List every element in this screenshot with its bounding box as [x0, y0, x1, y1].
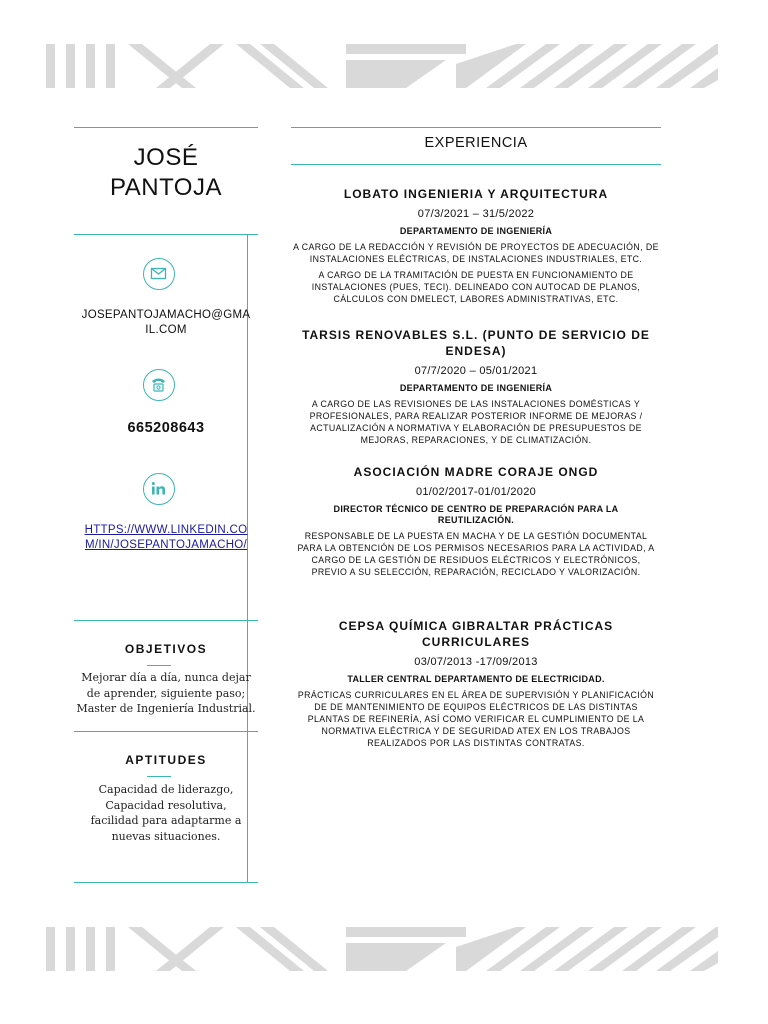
linkedin-line-2: M/IN/JOSEPANTOJAMACHO/: [84, 539, 248, 551]
linkedin-link[interactable]: [74, 523, 258, 553]
job-entry-2: [300, 327, 652, 446]
linkedin-line-1: HTTPS://WWW.LINKEDIN.CO: [84, 524, 248, 536]
job-dates: 07/7/2020 – 05/01/2021: [414, 365, 538, 377]
email-icon: [143, 258, 175, 290]
job-company: CEPSA QUÍMICA GIBRALTAR PRÁCTICAS CURRICULARES: [338, 619, 614, 649]
candidate-name: [74, 143, 258, 203]
experiencia-heading: EXPERIENCIA: [424, 135, 528, 151]
divider: [74, 127, 258, 128]
heading-underline: [147, 665, 171, 666]
email-line-1: JOSEPANTOJAMACHO@GMA: [81, 309, 251, 321]
decorative-pattern-band-top: [46, 44, 718, 88]
job-description: PRÁCTICAS CURRICULARES EN EL ÁREA DE SUPERVISIÓN Y PLANIFICACIÓN DE DE MANTENIMIENTO DE EQUIPOS ELÉCTRICOS DE LAS DISTINTAS PLANTAS DE REFINERÍA, ASÍ COMO VERIFICAR EL CUMPLIMIENTO DE LA NORMATIVA ELÉCTRICA Y DE SEGURIDAD ATEX EN LOS TRABAJOS REALIZADOS POR LAS DISTINTAS CONTRATAS.: [297, 690, 655, 748]
job-entry-3: [291, 464, 661, 578]
email-address[interactable]: [74, 308, 258, 338]
job-entry-1: [291, 186, 661, 305]
job-department: DEPARTAMENTO DE INGENIERÍA: [399, 383, 553, 393]
job-department: DIRECTOR TÉCNICO DE CENTRO DE PREPARACIÓN PARA LA REUTILIZACIÓN.: [333, 504, 619, 525]
job-description: RESPONSABLE DE LA PUESTA EN MACHA Y DE LA GESTIÓN DOCUMENTAL PARA LA OBTENCIÓN DE LOS PERMISOS NECESARIOS PARA LA ACTIVIDAD, A CARGO DE LA GESTIÓN DE RESIDUOS ELÉCTRICOS Y ELECTRÓNICOS, PREVIO A SU SELECCIÓN, REPARACIÓN, RECICLADO Y VALORIZACIÓN.: [297, 531, 655, 577]
job-dates: 03/07/2013 -17/09/2013: [414, 656, 538, 668]
phone-number[interactable]: 665208643: [127, 420, 205, 436]
job-description: A CARGO DE LA REDACCIÓN Y REVISIÓN DE PROYECTOS DE ADECUACIÓN, DE INSTALACIONES ELÉCTRICAS, DE INSTALACIONES INDUSTRIALES, ETC.: [293, 242, 659, 264]
job-description-2: A CARGO DE LA TRAMITACIÓN DE PUESTA EN FUNCIONAMIENTO DE INSTALACIONES (PUES, TECI). DELINEADO CON AUTOCAD DE PLANOS, CÁLCULOS CON DMELECT, LABORES ADMINISTRATIVAS, ETC.: [311, 270, 641, 304]
decorative-pattern-band-bottom: [46, 927, 718, 971]
objetivos-text: Mejorar día a día, nunca dejar de aprender, siguiente paso; Master de Ingeniería Industrial.: [76, 671, 256, 715]
job-description: A CARGO DE LAS REVISIONES DE LAS INSTALACIONES DOMÉSTICAS Y PROFESIONALES, PARA REALIZAR POSTERIOR INFORME DE MEJORAS / ACTUALIZACIÓN A NORMATIVA Y ELABORACIÓN DE PRESUPUESTOS DE MEJORAS, REPARACIONES, Y DE CLIMATIZACIÓN.: [309, 399, 643, 445]
aptitudes-text: Capacidad de liderazgo, Capacidad resolutiva, facilidad para adaptarme a nuevas situaciones.: [90, 783, 242, 843]
job-dates: 07/3/2021 – 31/5/2022: [417, 208, 535, 220]
job-company: LOBATO INGENIERIA Y ARQUITECTURA: [343, 187, 609, 201]
divider: [74, 620, 258, 621]
divider: [74, 882, 258, 883]
job-department: DEPARTAMENTO DE INGENIERÍA: [399, 226, 553, 236]
job-entry-4: [297, 618, 655, 749]
job-dates: 01/02/2017-01/01/2020: [415, 486, 537, 498]
objetivos-heading: OBJETIVOS: [124, 642, 208, 656]
divider: [291, 164, 661, 165]
job-company: ASOCIACIÓN MADRE CORAJE ONGD: [353, 465, 599, 479]
name-first: JOSÉ: [133, 144, 199, 171]
job-company: TARSIS RENOVABLES S.L. (PUNTO DE SERVICIO DE ENDESA): [302, 328, 650, 358]
email-line-2: IL.COM: [145, 324, 187, 336]
heading-underline: [147, 776, 171, 777]
divider: [291, 127, 661, 128]
linkedin-icon[interactable]: [143, 473, 175, 505]
job-department: TALLER CENTRAL DEPARTAMENTO DE ELECTRICIDAD.: [347, 674, 605, 684]
name-last: PANTOJA: [110, 174, 222, 201]
divider: [74, 234, 258, 235]
phone-icon: [143, 369, 175, 401]
aptitudes-heading: APTITUDES: [125, 753, 207, 767]
divider: [74, 731, 258, 732]
